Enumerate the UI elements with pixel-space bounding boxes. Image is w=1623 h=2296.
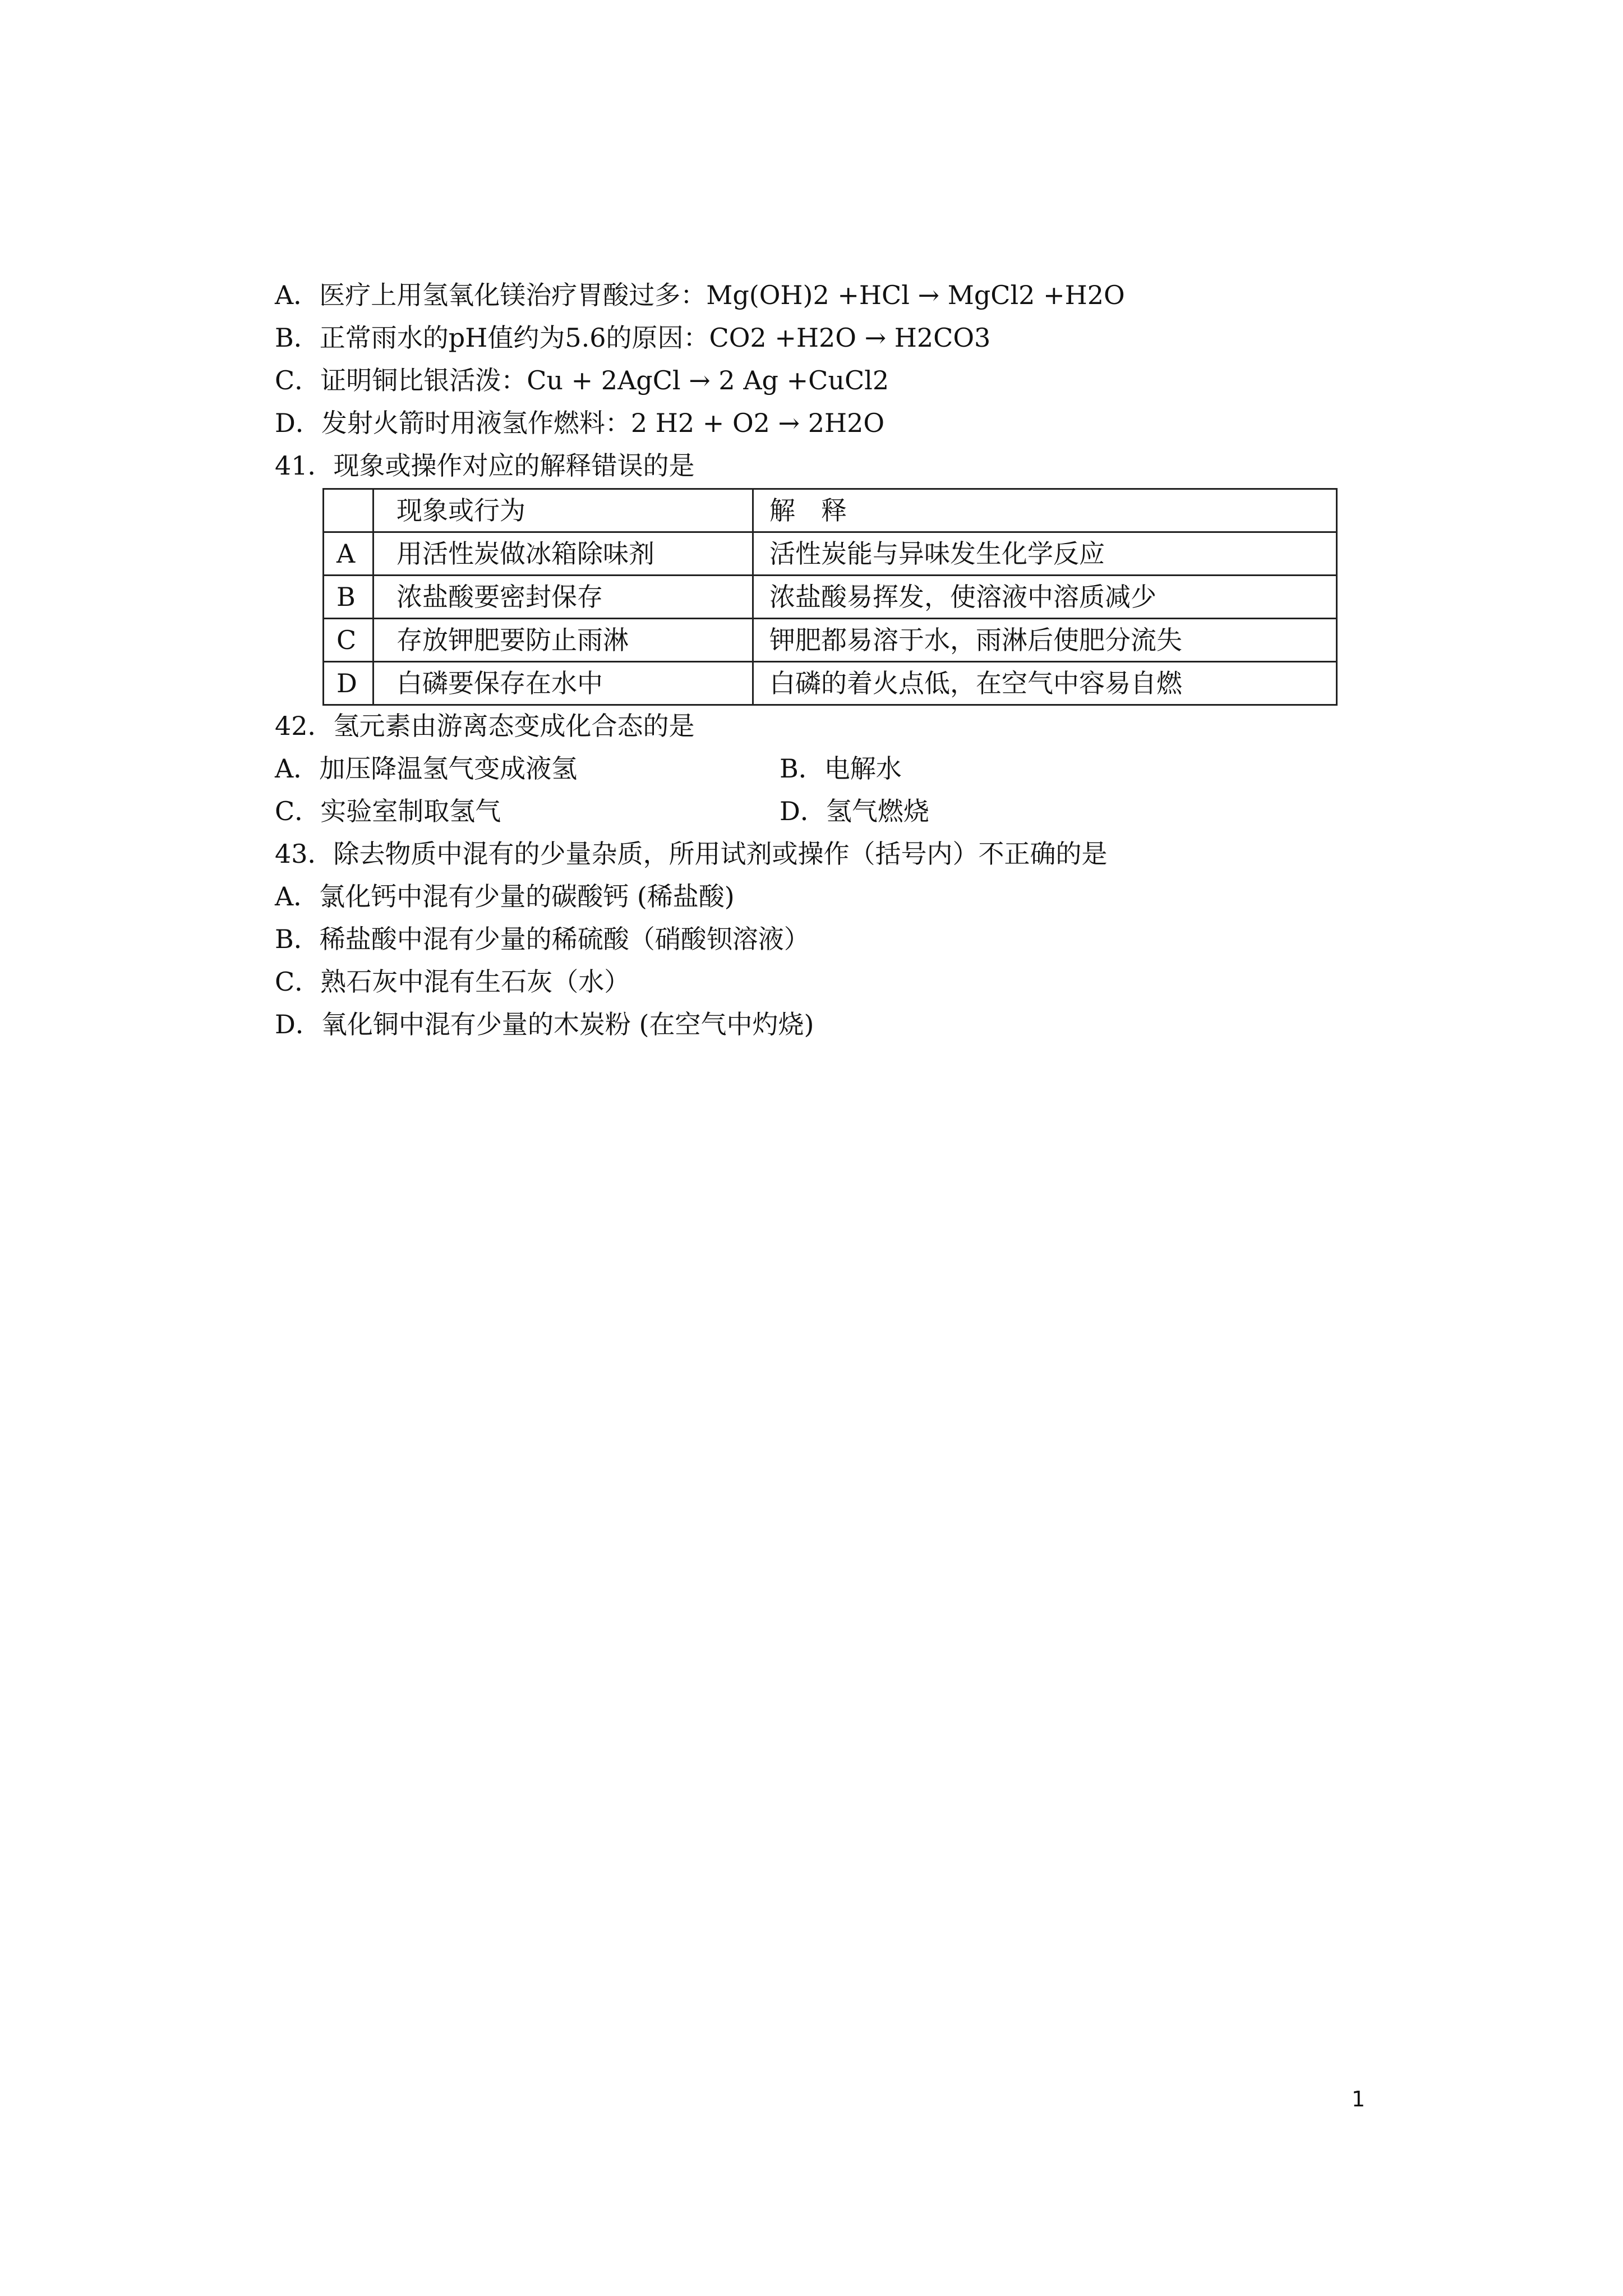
q41-table [322, 488, 1338, 706]
table-header-row [324, 489, 1337, 532]
q40-option-b: B．正常雨水的pH值约为5.6的原因：CO2 +H2O → H2CO3 [275, 323, 991, 353]
table-row [324, 576, 1337, 619]
table-cell-label: B [324, 576, 374, 619]
table-cell-explanation: 钾肥都易溶于水，雨淋后使肥分流失 [753, 619, 1337, 662]
table-header-cell: 现象或行为 [374, 489, 753, 532]
q40-option-c: C．证明铜比银活泼：Cu + 2AgCl → 2 Ag +CuCl2 [275, 365, 889, 395]
table-row [324, 662, 1337, 705]
table-header-cell: 解 释 [753, 489, 1337, 532]
q42-question: 42．氢元素由游离态变成化合态的是 [275, 711, 695, 741]
table-cell-label: C [324, 619, 374, 662]
table-row [324, 619, 1337, 662]
q42-option-d: D．氢气燃烧 [780, 796, 929, 826]
table-cell-phenomenon: 用活性炭做冰箱除味剂 [374, 532, 753, 576]
q43-option-c: C．熟石灰中混有生石灰（水） [275, 967, 630, 997]
q40-option-d: D．发射火箭时用液氢作燃料：2 H2 + O2 → 2H2O [275, 408, 885, 438]
table-cell-label: A [324, 532, 374, 576]
table-cell-phenomenon: 浓盐酸要密封保存 [374, 576, 753, 619]
q41-question: 41．现象或操作对应的解释错误的是 [275, 450, 695, 481]
table-header-cell [324, 489, 374, 532]
q42-option-a: A．加压降温氢气变成液氢 [275, 753, 578, 784]
q43-question: 43．除去物质中混有的少量杂质，所用试剂或操作（括号内）不正确的是 [275, 839, 1108, 869]
table-cell-label: D [324, 662, 374, 705]
table-cell-explanation: 浓盐酸易挥发，使溶液中溶质减少 [753, 576, 1337, 619]
table-cell-explanation: 白磷的着火点低，在空气中容易自燃 [753, 662, 1337, 705]
q40-option-a: A．医疗上用氢氧化镁治疗胃酸过多：Mg(OH)2 +HCl → MgCl2 +H2O [275, 280, 1125, 310]
table-cell-phenomenon: 存放钾肥要防止雨淋 [374, 619, 753, 662]
table-cell-explanation: 活性炭能与异味发生化学反应 [753, 532, 1337, 576]
table-row [324, 532, 1337, 576]
q43-option-a: A．氯化钙中混有少量的碳酸钙 (稀盐酸) [275, 881, 735, 912]
q42-option-b: B．电解水 [780, 753, 902, 784]
q43-option-b: B．稀盐酸中混有少量的稀硫酸（硝酸钡溶液） [275, 924, 810, 954]
q43-option-d: D．氧化铜中混有少量的木炭粉 (在空气中灼烧) [275, 1009, 814, 1039]
table-cell-phenomenon: 白磷要保存在水中 [374, 662, 753, 705]
page-number: 1 [1352, 2087, 1366, 2111]
q42-option-c: C．实验室制取氢气 [275, 796, 501, 826]
